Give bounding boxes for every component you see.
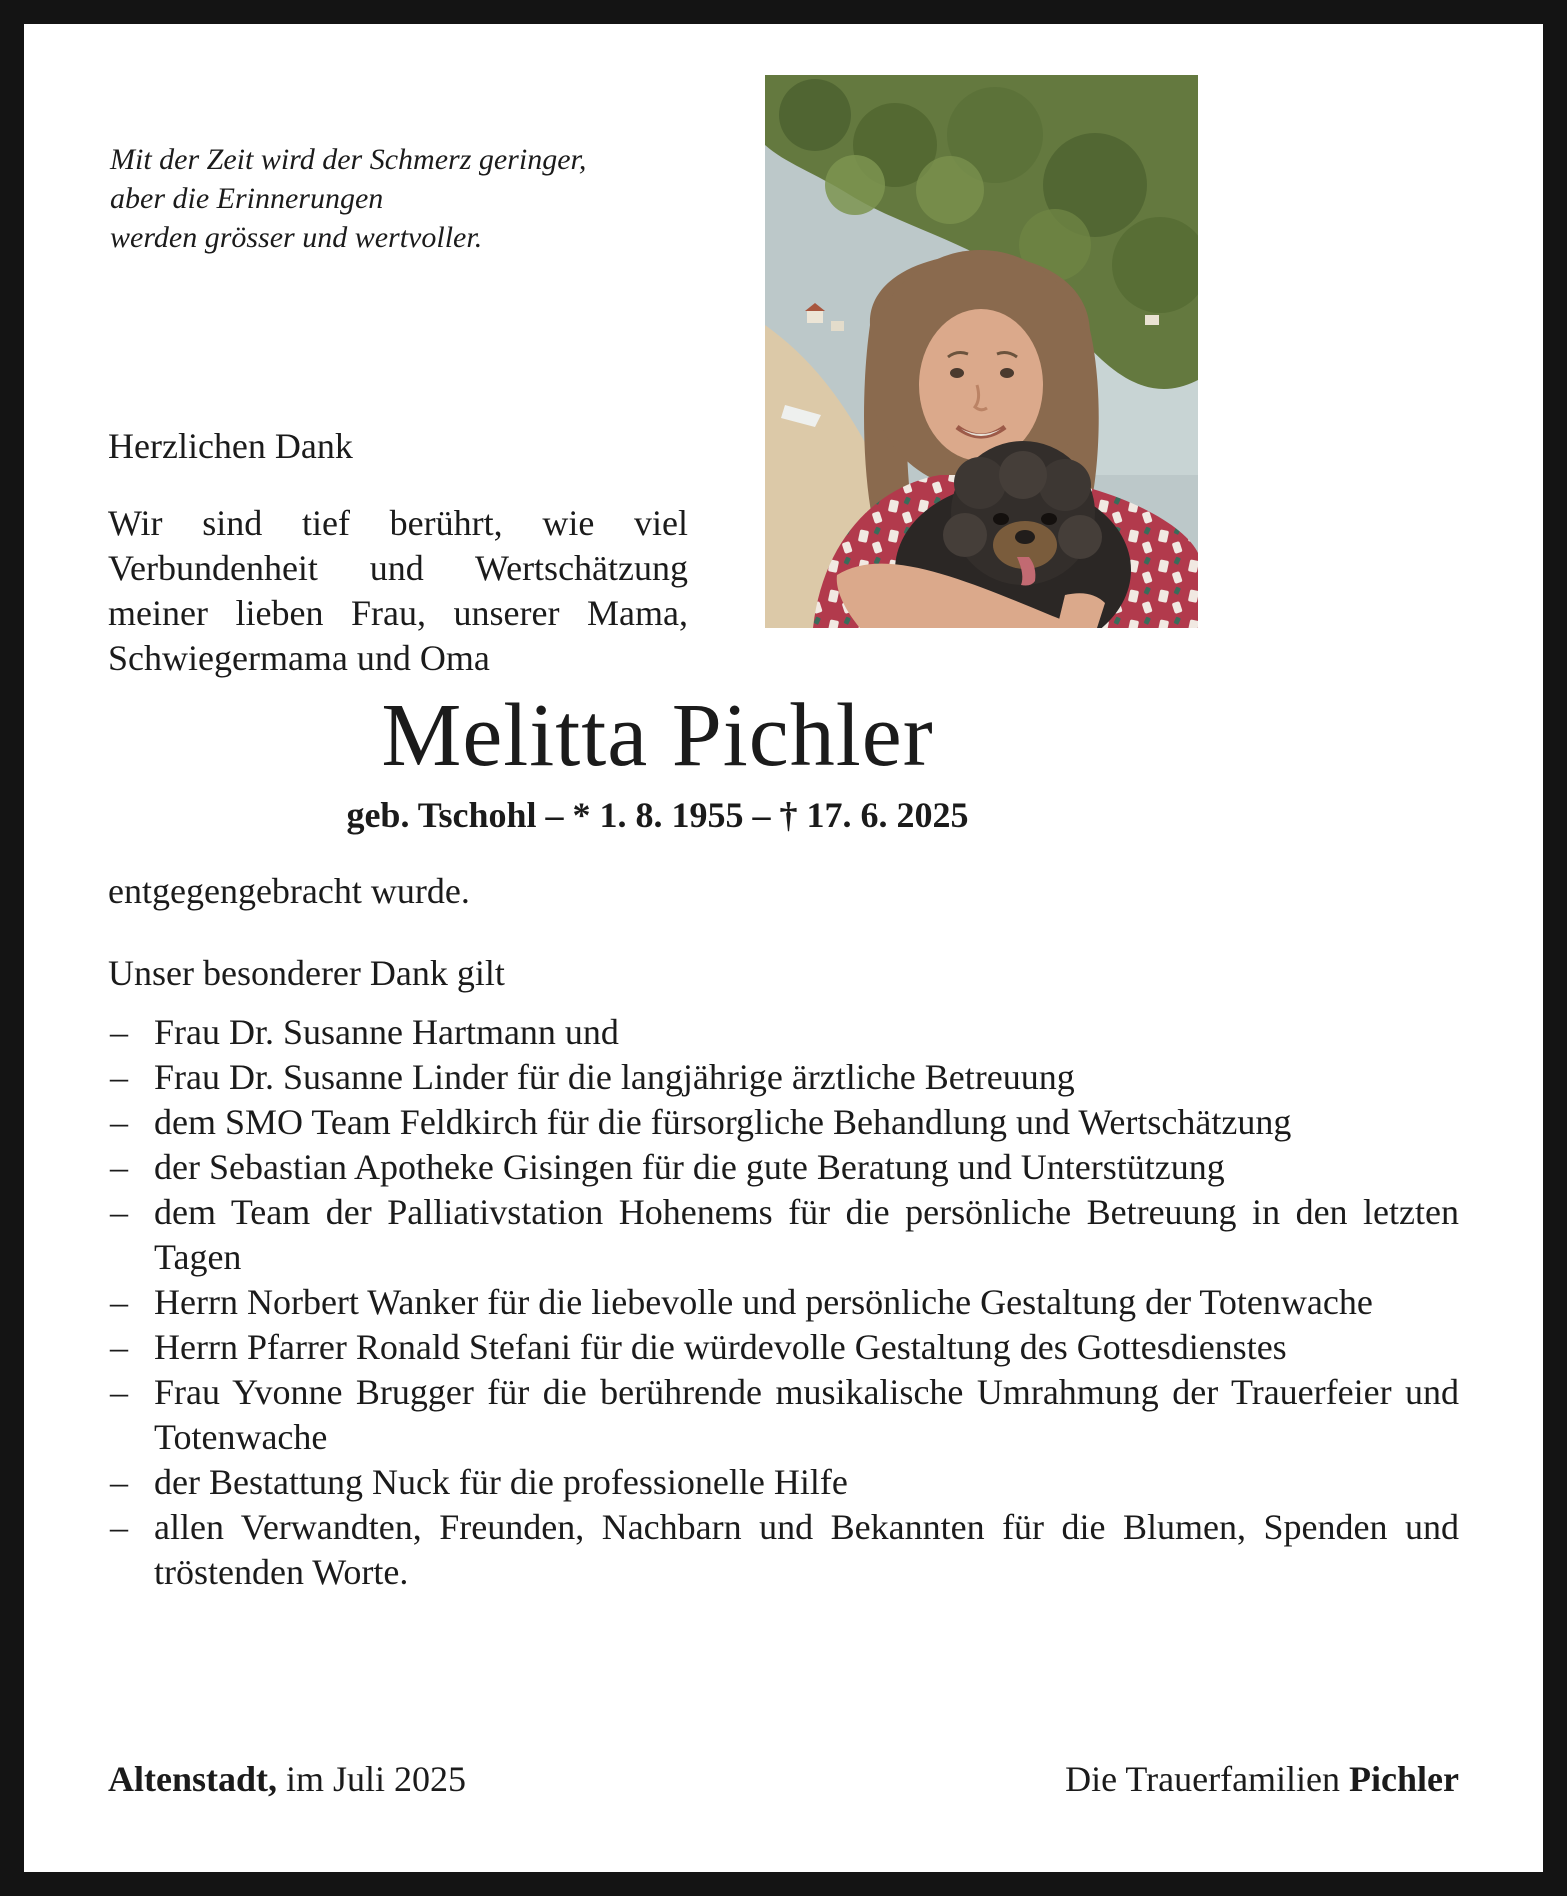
thanks-item-text: dem SMO Team Feldkirch für die fürsorgliche Behandlung und Wertschätzung [154, 1101, 1292, 1142]
quote-line: Mit der Zeit wird der Schmerz geringer, [110, 143, 587, 176]
list-dash: – [110, 1011, 128, 1052]
quote-line: werden grösser und wertvoller. [110, 221, 483, 254]
thanks-heading: Herzlichen Dank [108, 426, 353, 466]
life-dates: geb. Tschohl – * 1. 8. 1955 – † 17. 6. 2025 [346, 794, 969, 835]
quote-line: aber die Erinnerungen [110, 182, 384, 215]
list-dash: – [110, 1191, 128, 1232]
family-name: Pichler [1349, 1759, 1459, 1799]
family-prefix: Die Trauerfamilien [1065, 1759, 1350, 1799]
thanks-item [108, 1190, 1459, 1280]
place: Altenstadt, [108, 1759, 277, 1799]
thanks-intro: Unser besonderer Dank gilt [108, 952, 505, 993]
thanks-item-text: der Bestattung Nuck für die professionelle Hilfe [154, 1461, 848, 1502]
thanks-item-text: Frau Dr. Susanne Linder für die langjährige ärztliche Betreuung [154, 1056, 1075, 1097]
thanks-list [108, 1010, 1459, 1595]
thanks-item-text: Frau Yvonne Brugger für die berührende musikalische Umrahmung der Trauerfeier und Totenwache [154, 1371, 1459, 1457]
family-signature [1065, 1758, 1459, 1800]
footer [108, 1758, 1459, 1800]
name-block [108, 686, 1459, 836]
list-dash: – [110, 1146, 128, 1187]
portrait-photo [765, 75, 1198, 628]
thanks-item [108, 1505, 1459, 1595]
thanks-item [108, 1010, 1459, 1055]
thanks-item [108, 1370, 1459, 1460]
thanks-item-text: Frau Dr. Susanne Hartmann und [154, 1011, 619, 1052]
deceased-name: Melitta Pichler [381, 686, 934, 785]
thanks-item [108, 1100, 1459, 1145]
after-name-text: entgegengebracht wurde. [108, 870, 470, 911]
list-dash: – [110, 1101, 128, 1142]
thanks-item-text: Herrn Norbert Wanker für die liebevolle und persönliche Gestaltung der Totenwache [154, 1281, 1373, 1322]
thanks-item-text: der Sebastian Apotheke Gisingen für die gute Beratung und Unterstützung [154, 1146, 1225, 1187]
intro-text: Wir sind tief berührt, wie viel Verbundenheit und Wertschätzung meiner lieben Frau, unserer Mama, Schwiegermama und Oma [108, 503, 688, 678]
thanks-item [108, 1325, 1459, 1370]
list-dash: – [110, 1281, 128, 1322]
list-dash: – [110, 1056, 128, 1097]
list-dash: – [110, 1506, 128, 1547]
thanks-item [108, 1280, 1459, 1325]
thanks-item [108, 1055, 1459, 1100]
thanks-item [108, 1145, 1459, 1190]
date: im Juli 2025 [277, 1759, 467, 1799]
thanks-item-text: dem Team der Palliativstation Hohenems für die persönliche Betreuung in den letzten Tagen [154, 1191, 1459, 1277]
thanks-item-text: Herrn Pfarrer Ronald Stefani für die würdevolle Gestaltung des Gottesdienstes [154, 1326, 1287, 1367]
list-dash: – [110, 1461, 128, 1502]
thanks-item-text: allen Verwandten, Freunden, Nachbarn und Bekannten für die Blumen, Spenden und tröstenden Worte. [154, 1506, 1459, 1592]
thanks-item [108, 1460, 1459, 1505]
list-dash: – [110, 1371, 128, 1412]
list-dash: – [110, 1326, 128, 1367]
place-date [108, 1758, 466, 1800]
